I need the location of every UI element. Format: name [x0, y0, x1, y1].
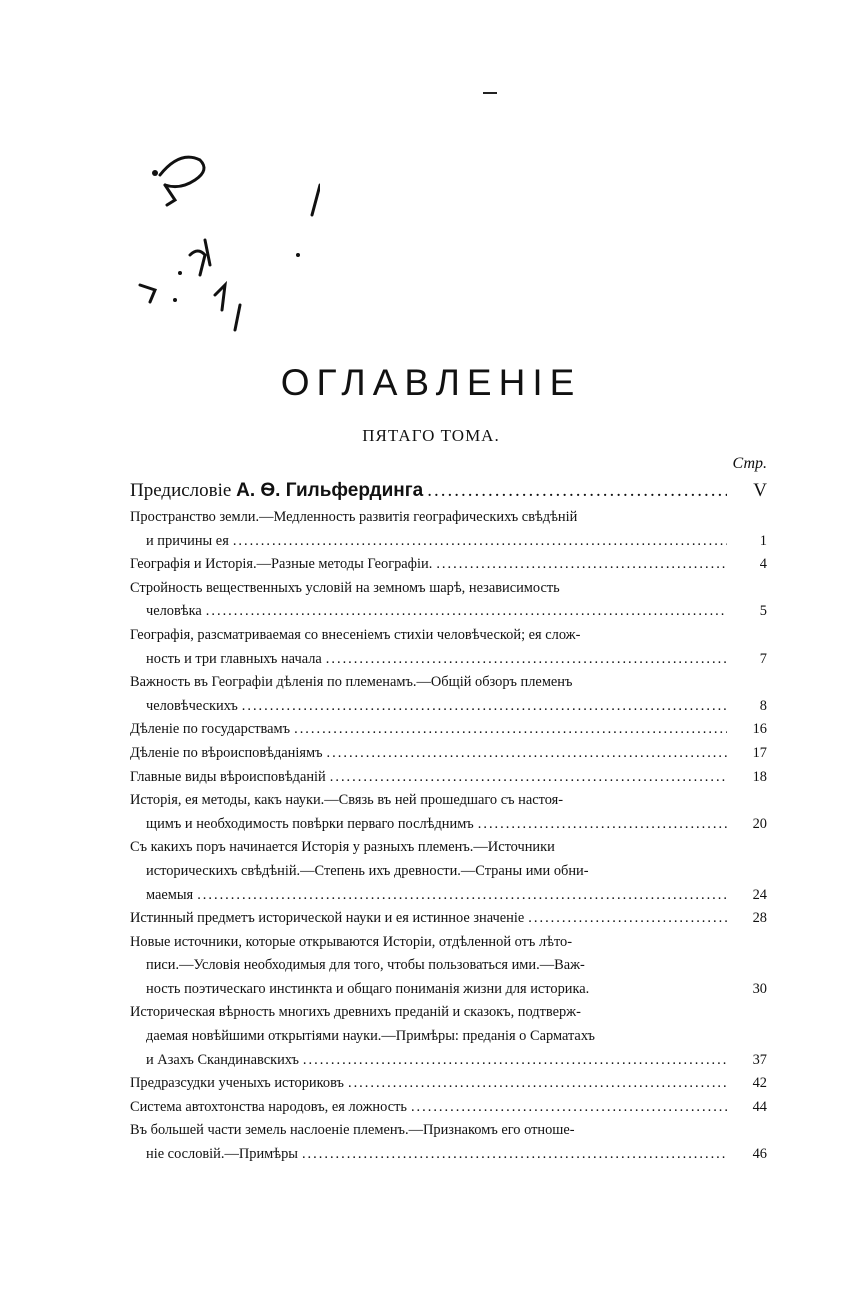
toc-page-number: 1: [759, 532, 767, 549]
toc-entry-text: историческихъ свѣдѣній.—Степень ихъ древности.—Страны ими обни-: [146, 862, 589, 879]
toc-entry: [130, 836, 767, 907]
toc-page-number: 18: [752, 768, 767, 785]
toc-page-number: 44: [752, 1098, 767, 1115]
toc-entry-text: Географія, разсматриваемая со внесеніемъ стихіи человѣческой; ея слож-: [130, 626, 581, 643]
toc-page-number: 28: [752, 910, 767, 927]
dot-leader: [233, 530, 727, 554]
toc-entry: [130, 478, 767, 504]
toc-entry-text: Важность въ Географіи дѣленія по племенамъ.—Общій обзоръ племенъ: [130, 674, 573, 691]
dot-leader: [330, 766, 727, 790]
toc-entry-text: ность и три главныхъ начала: [146, 650, 322, 667]
toc-entry-text: даемая новѣйшими открытіями науки.—Примѣры: преданія о Сарматахъ: [146, 1028, 595, 1045]
toc-entry-text: Главные виды вѣроисповѣданій: [130, 768, 326, 785]
dot-leader: [478, 813, 727, 837]
toc-entry-text: Стройность вещественныхъ условій на земномъ шарѣ, независимость: [130, 579, 560, 596]
toc-entry-text: Предисловіе: [130, 480, 232, 501]
dot-leader: [206, 600, 727, 624]
toc-entry-text: щимъ и необходимость повѣрки перваго послѣднимъ: [146, 815, 474, 832]
dot-leader: [302, 1143, 727, 1167]
handwritten-scribble: [120, 145, 320, 345]
toc-page-number: 30: [752, 980, 767, 997]
table-of-contents: [130, 478, 767, 1167]
toc-entry-author: А. Ѳ. Гильфердинга: [236, 480, 424, 501]
toc-entry-text: Исторія, ея методы, какъ науки.—Связь въ ней прошедшаго съ настоя-: [130, 792, 564, 809]
toc-page-number: 16: [752, 721, 767, 738]
toc-page-number: 8: [759, 697, 767, 714]
toc-entry: [130, 931, 767, 1002]
toc-entry: [130, 1072, 767, 1096]
dot-leader: [327, 742, 727, 766]
toc-entry: [130, 789, 767, 836]
toc-entry: [130, 907, 767, 931]
toc-entry-text: Пространство земли.—Медленность развитія географическихъ свѣдѣній: [130, 509, 578, 525]
dot-leader: [326, 648, 727, 672]
dot-leader: [427, 478, 727, 504]
toc-entry-text: писи.—Условія необходимыя для того, чтобы пользоваться ими.—Важ-: [146, 957, 585, 974]
page-subtitle: ПЯТАГО ТОМА.: [362, 426, 500, 445]
dot-leader: [197, 884, 727, 908]
toc-entry-text: Съ какихъ поръ начинается Исторія у разныхъ племенъ.—Источники: [130, 839, 555, 856]
toc-entry-text: Дѣленіе по государствамъ: [130, 721, 291, 738]
top-dash-mark: [483, 92, 497, 94]
toc-entry: [130, 1096, 767, 1120]
toc-entry: [130, 577, 767, 624]
toc-entry-text: человѣческихъ: [146, 697, 238, 714]
toc-entry-text: Дѣленіе по вѣроисповѣданіямъ: [130, 744, 323, 761]
page-title: ОГЛАВЛЕНІЕ: [280, 362, 582, 403]
toc-page-number: 20: [752, 815, 767, 832]
toc-entry-text: ность поэтическаго инстинкта и общаго пониманія жизни для историка.: [146, 980, 590, 997]
toc-entry-text: маемыя: [146, 886, 194, 903]
toc-entry: [130, 1119, 767, 1166]
toc-entry: [130, 506, 767, 553]
toc-entry: [130, 766, 767, 790]
dot-leader: [528, 907, 727, 931]
toc-entry-text: Система автохтонства народовъ, ея ложность: [130, 1098, 407, 1115]
toc-page-number: V: [753, 480, 767, 501]
toc-entry: [130, 1001, 767, 1072]
toc-page-number: 5: [759, 603, 767, 620]
toc-entry-text: Новые источники, которые открываются Исторіи, отдѣленной отъ лѣто-: [130, 933, 573, 950]
page-column-header: Стр.: [732, 455, 767, 472]
dot-leader: [436, 553, 727, 577]
toc-entry: [130, 624, 767, 671]
toc-page-number: 4: [759, 556, 767, 573]
toc-entry: [130, 742, 767, 766]
dot-leader: [242, 695, 727, 719]
toc-entry-text: и причины ея: [146, 532, 229, 549]
toc-entry-text: человѣка: [146, 603, 202, 620]
toc-entry-text: Въ большей части земель наслоеніе племенъ.—Признакомъ его отноше-: [130, 1122, 575, 1139]
toc-page-number: 46: [752, 1146, 767, 1163]
toc-entry-text: Географія и Исторія.—Разные методы Географіи.: [130, 556, 433, 573]
toc-page-number: 24: [752, 886, 767, 903]
toc-page-number: 17: [752, 744, 767, 761]
dot-leader: [294, 718, 727, 742]
dot-leader: [411, 1096, 727, 1120]
toc-entry-text: Предразсудки ученыхъ историковъ: [130, 1075, 344, 1092]
toc-entry-text: Историческая вѣрность многихъ древнихъ преданій и сказокъ, подтверж-: [130, 1004, 581, 1021]
dot-leader: [303, 1049, 727, 1073]
toc-entry: [130, 553, 767, 577]
toc-page-number: 7: [759, 650, 767, 667]
toc-page-number: 42: [752, 1075, 767, 1092]
toc-page-number: 37: [752, 1051, 767, 1068]
toc-entry: [130, 718, 767, 742]
toc-entry-text: Истинный предметъ исторической науки и ея истинное значеніе: [130, 910, 525, 927]
toc-entry: [130, 671, 767, 718]
toc-entry-text: и Азахъ Скандинавскихъ: [146, 1051, 299, 1068]
toc-entry-text: ніе сословій.—Примѣры: [146, 1146, 298, 1163]
dot-leader: [348, 1072, 727, 1096]
